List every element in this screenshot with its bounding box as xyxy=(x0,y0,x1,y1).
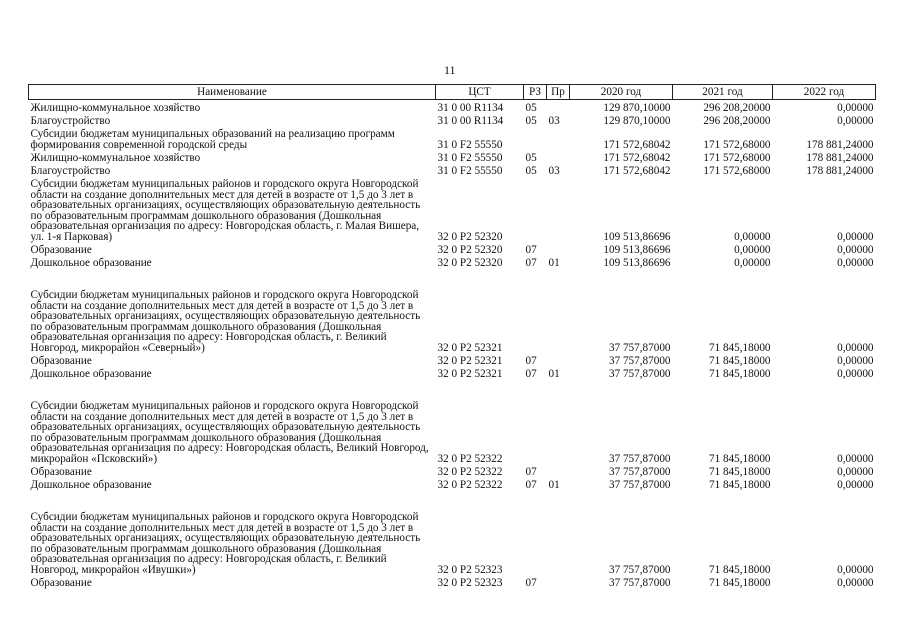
header-2021: 2021 год xyxy=(673,85,773,100)
row-rz: 05 xyxy=(525,164,537,177)
header-name: Наименование xyxy=(29,85,436,100)
row-rz: 07 xyxy=(525,367,537,380)
row-name: Образование xyxy=(30,243,92,256)
row-rz: 07 xyxy=(525,478,537,491)
row-2022: 0,00000 xyxy=(837,230,874,243)
row-2021: 0,00000 xyxy=(734,243,771,256)
row-2021: 71 845,18000 xyxy=(708,452,771,465)
row-2021: 171 572,68000 xyxy=(703,151,771,164)
row-pr xyxy=(547,150,570,163)
row-2022: 0,00000 xyxy=(837,452,874,465)
row-pr: 01 xyxy=(548,256,560,269)
row-2020: 109 513,86696 xyxy=(603,256,671,269)
row-cst: 32 0 P2 52320 xyxy=(437,243,503,256)
row-2021: 71 845,18000 xyxy=(708,478,771,491)
row-2022: 0,00000 xyxy=(837,367,874,380)
row-2021: 71 845,18000 xyxy=(708,367,771,380)
row-cst: 31 0 00 R1134 xyxy=(437,101,504,114)
row-2022: 178 881,24000 xyxy=(806,164,874,177)
table-row xyxy=(29,126,876,150)
row-cst: 31 0 F2 55550 xyxy=(437,138,503,151)
row-2020: 129 870,10000 xyxy=(603,101,671,114)
row-rz: 07 xyxy=(525,243,537,256)
table-row xyxy=(29,242,876,255)
row-rz xyxy=(524,490,547,575)
row-cst: 32 0 P2 52322 xyxy=(437,478,503,491)
row-2021: 296 208,20000 xyxy=(703,101,771,114)
row-2022: 0,00000 xyxy=(837,576,874,589)
row-rz: 05 xyxy=(525,101,537,114)
row-2022: 0,00000 xyxy=(837,243,874,256)
row-cst: 32 0 P2 52323 xyxy=(437,576,503,589)
row-2021: 71 845,18000 xyxy=(708,341,771,354)
row-name: Жилищно-коммунальное хозяйство xyxy=(30,151,201,164)
row-2022: 0,00000 xyxy=(837,256,874,269)
row-2021: 71 845,18000 xyxy=(708,563,771,576)
row-2022: 0,00000 xyxy=(837,563,874,576)
row-rz xyxy=(524,126,547,150)
row-2021: 71 845,18000 xyxy=(708,465,771,478)
row-2020: 37 757,87000 xyxy=(608,563,671,576)
row-2022: 0,00000 xyxy=(837,478,874,491)
row-pr xyxy=(547,176,570,242)
row-name: Образование xyxy=(30,465,92,478)
header-rz: РЗ xyxy=(524,85,547,100)
table-row xyxy=(29,255,876,268)
row-2021: 0,00000 xyxy=(734,230,771,243)
row-rz xyxy=(524,268,547,353)
row-rz: 07 xyxy=(525,465,537,478)
row-name: Дошкольное образование xyxy=(30,478,152,491)
table-row xyxy=(29,113,876,126)
table-row xyxy=(29,100,876,114)
row-pr xyxy=(547,575,570,588)
row-pr xyxy=(547,242,570,255)
row-name: Образование xyxy=(30,354,92,367)
row-pr: 03 xyxy=(548,164,560,177)
row-cst: 32 0 P2 52320 xyxy=(437,230,503,243)
row-2022: 0,00000 xyxy=(837,341,874,354)
row-cst: 32 0 P2 52322 xyxy=(437,452,503,465)
row-2022: 0,00000 xyxy=(837,465,874,478)
row-name: Жилищно-коммунальное хозяйство xyxy=(30,101,201,114)
row-rz: 05 xyxy=(525,114,537,127)
table-row xyxy=(29,464,876,477)
row-2020: 37 757,87000 xyxy=(608,478,671,491)
row-name: Субсидии бюджетам муниципальных районов и городского округа Новгородской области на создание дополнительных мест для детей в возрасте от 1,5 до 3 лет в образовательных организациях, осуществляющих образовательную деятельность по образовательным программам дошкольного образования (Дошкольная образовательная организация по адресу: Новгородская область, г. Великий Новгород, микрорайон «Ивушки») xyxy=(30,511,421,576)
row-2021: 71 845,18000 xyxy=(708,354,771,367)
row-name: Дошкольное образование xyxy=(30,367,152,380)
row-cst: 32 0 P2 52321 xyxy=(437,341,503,354)
row-pr: 01 xyxy=(548,367,560,380)
row-pr xyxy=(547,464,570,477)
table-header xyxy=(29,85,876,100)
row-2020: 37 757,87000 xyxy=(608,341,671,354)
table-row xyxy=(29,176,876,242)
row-2020: 171 572,68042 xyxy=(603,151,671,164)
row-2020: 37 757,87000 xyxy=(608,452,671,465)
table-row xyxy=(29,477,876,490)
row-rz: 07 xyxy=(525,576,537,589)
table-row xyxy=(29,268,876,353)
table-row xyxy=(29,353,876,366)
header-pr: Пр xyxy=(547,85,570,100)
table-row xyxy=(29,150,876,163)
row-2022: 178 881,24000 xyxy=(806,151,874,164)
row-2020: 109 513,86696 xyxy=(603,230,671,243)
row-2020: 109 513,86696 xyxy=(603,243,671,256)
table-body xyxy=(29,100,876,589)
row-cst: 32 0 P2 52321 xyxy=(437,354,503,367)
row-rz: 07 xyxy=(525,256,537,269)
row-pr xyxy=(547,379,570,464)
row-2020: 37 757,87000 xyxy=(608,576,671,589)
row-name: Образование xyxy=(30,576,92,589)
row-2022: 0,00000 xyxy=(837,101,874,114)
row-name: Субсидии бюджетам муниципальных образований на реализацию программ формирования современной городской среды xyxy=(30,128,395,151)
row-pr xyxy=(547,268,570,353)
row-2020: 37 757,87000 xyxy=(608,465,671,478)
row-2022: 0,00000 xyxy=(837,114,874,127)
row-2022: 0,00000 xyxy=(837,354,874,367)
page-number: 11 xyxy=(444,63,456,77)
row-2021: 0,00000 xyxy=(734,256,771,269)
row-name: Благоустройство xyxy=(30,164,111,177)
row-cst: 31 0 F2 55550 xyxy=(437,164,503,177)
row-name: Субсидии бюджетам муниципальных районов и городского округа Новгородской области на создание дополнительных мест для детей в возрасте от 1,5 до 3 лет в образовательных организациях, осуществляющих образовательную деятельность по образовательным программам дошкольного образования (Дошкольная образовательная организация по адресу: Новгородская область, г. Великий Новгород, микрорайон «Северный») xyxy=(30,289,421,354)
row-pr xyxy=(547,490,570,575)
row-name: Субсидии бюджетам муниципальных районов и городского округа Новгородской области на создание дополнительных мест для детей в возрасте от 1,5 до 3 лет в образовательных организациях, осуществляющих образовательную деятельность по образовательным программам дошкольного образования (Дошкольная образовательная организация по адресу: Новгородская область, Великий Новгород, микрорайон «Псковский») xyxy=(30,400,429,465)
budget-table xyxy=(28,84,876,588)
row-2021: 71 845,18000 xyxy=(708,576,771,589)
row-rz xyxy=(524,379,547,464)
row-cst: 31 0 00 R1134 xyxy=(437,114,504,127)
row-2020: 171 572,68042 xyxy=(603,164,671,177)
row-2020: 171 572,68042 xyxy=(603,138,671,151)
row-rz: 07 xyxy=(525,354,537,367)
table-row xyxy=(29,366,876,379)
row-cst: 31 0 F2 55550 xyxy=(437,151,503,164)
row-name: Благоустройство xyxy=(30,114,111,127)
row-2020: 129 870,10000 xyxy=(603,114,671,127)
table-row xyxy=(29,379,876,464)
row-name: Субсидии бюджетам муниципальных районов и городского округа Новгородской области на создание дополнительных мест для детей в возрасте от 1,5 до 3 лет в образовательных организациях, осуществляющих образовательную деятельность по образовательным программам дошкольного образования (Дошкольная образовательная организация по адресу: Новгородская область, г. Малая Вишера, ул. 1-я Парковая) xyxy=(30,178,421,243)
row-2022: 178 881,24000 xyxy=(806,138,874,151)
row-pr xyxy=(547,353,570,366)
header-cst: ЦСТ xyxy=(436,85,524,100)
row-rz: 05 xyxy=(525,151,537,164)
row-cst: 32 0 P2 52322 xyxy=(437,465,503,478)
table-row xyxy=(29,163,876,176)
row-cst: 32 0 P2 52323 xyxy=(437,563,503,576)
row-rz xyxy=(524,176,547,242)
row-pr xyxy=(547,100,570,114)
table-row xyxy=(29,575,876,588)
row-cst: 32 0 P2 52320 xyxy=(437,256,503,269)
header-2022: 2022 год xyxy=(773,85,876,100)
row-2021: 171 572,68000 xyxy=(703,138,771,151)
row-pr: 03 xyxy=(548,114,560,127)
row-name: Дошкольное образование xyxy=(30,256,152,269)
row-cst: 32 0 P2 52321 xyxy=(437,367,503,380)
row-2021: 171 572,68000 xyxy=(703,164,771,177)
table-row xyxy=(29,490,876,575)
row-pr xyxy=(547,126,570,150)
row-2020: 37 757,87000 xyxy=(608,354,671,367)
header-2020: 2020 год xyxy=(570,85,673,100)
row-2020: 37 757,87000 xyxy=(608,367,671,380)
row-2021: 296 208,20000 xyxy=(703,114,771,127)
row-pr: 01 xyxy=(548,478,560,491)
